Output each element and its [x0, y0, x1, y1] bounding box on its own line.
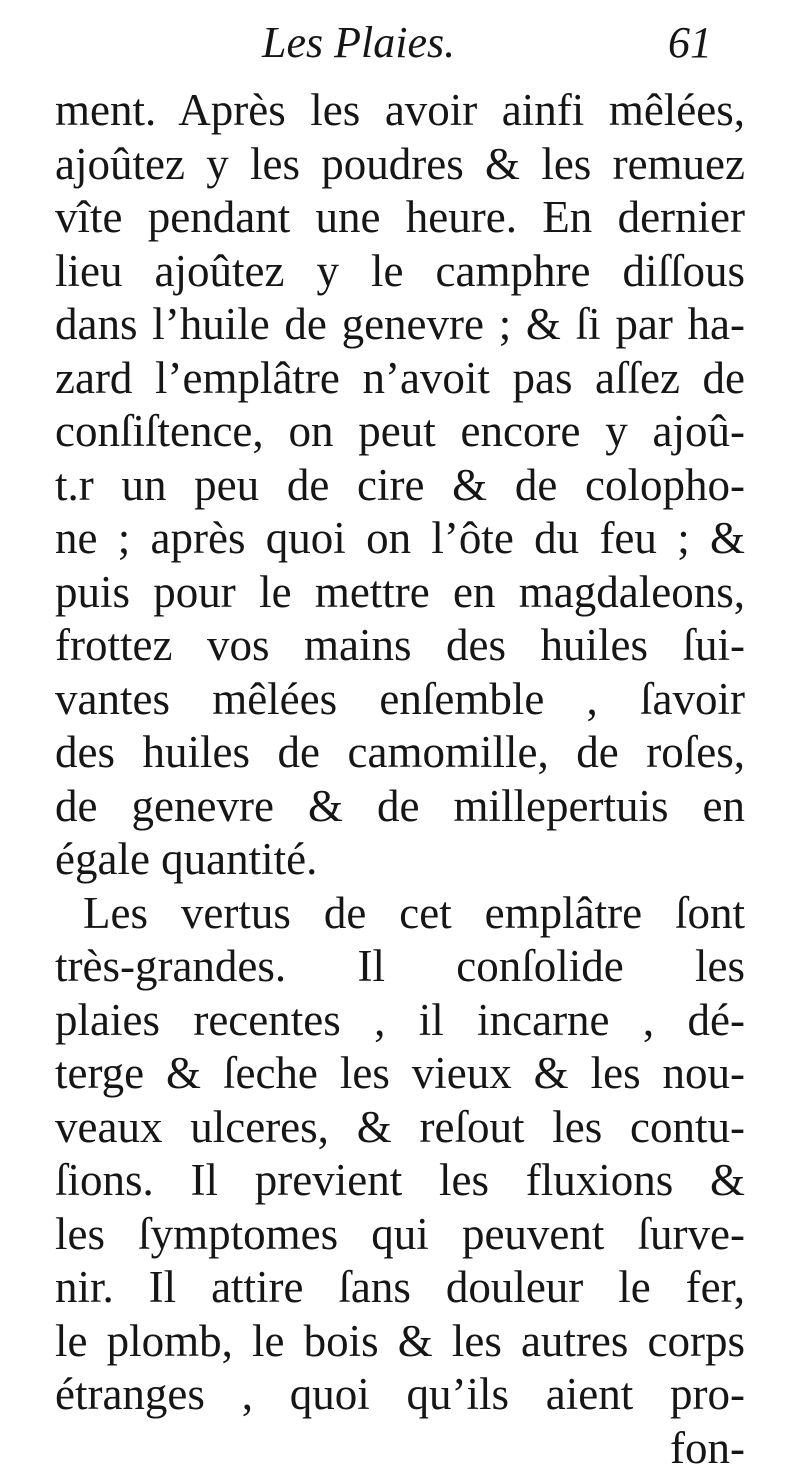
text-line-4: lieu ajoûtez y le camphre diſſous [55, 245, 745, 299]
text-line-16: Les vertus de cet emplâtre ſont [55, 887, 745, 941]
text-line-3: vîte pendant une heure. En dernier [55, 191, 745, 245]
text-line-19: terge & ſeche les vieux & les nou- [55, 1047, 745, 1101]
text-line-7: conſiſtence, on peut encore y ajoû- [55, 405, 745, 459]
text-line-24: le plomb, le bois & les autres corps [55, 1315, 745, 1369]
text-line-22: les ſymptomes qui peuvent ſurve- [55, 1208, 745, 1262]
text-line-23: nir. Il attire ſans douleur le fer, [55, 1261, 745, 1315]
text-line-20: veaux ulceres, & reſout les contu- [55, 1101, 745, 1155]
text-line-10: puis pour le mettre en magdaleons, [55, 566, 745, 620]
text-line-8: t.r un peu de cire & de colopho- [55, 459, 745, 513]
text-line-13: des huiles de camomille, de roſes, [55, 726, 745, 780]
running-title: Les Plaies. [262, 12, 455, 74]
text-line-18: plaies recentes , il incarne , dé- [55, 994, 745, 1048]
text-line-5: dans l’huile de genevre ; & ſi par ha- [55, 298, 745, 352]
text-line-14: de genevre & de millepertuis en [55, 780, 745, 834]
running-head [0, 12, 800, 74]
page-number: 61 [668, 12, 712, 74]
text-line-12: vantes mêlées enſemble , ſavoir [55, 673, 745, 727]
catchword: fon- [55, 1422, 745, 1475]
text-line-9: ne ; après quoi on l’ôte du feu ; & [55, 512, 745, 566]
text-line-21: ſions. Il previent les fluxions & [55, 1154, 745, 1208]
text-line-17: très-grandes. Il conſolide les [55, 940, 745, 994]
text-line-25: étranges , quoi qu’ils aient pro- [55, 1368, 745, 1422]
text-line-6: zard l’emplâtre n’avoit pas aſſez de [55, 352, 745, 406]
body-text [55, 84, 745, 1475]
text-line-1: ment. Après les avoir ainfi mêlées, [55, 84, 745, 138]
text-line-2: ajoûtez y les poudres & les remuez [55, 138, 745, 192]
text-line-11: frottez vos mains des huiles ſui- [55, 619, 745, 673]
text-line-15: égale quantité. [55, 833, 745, 887]
